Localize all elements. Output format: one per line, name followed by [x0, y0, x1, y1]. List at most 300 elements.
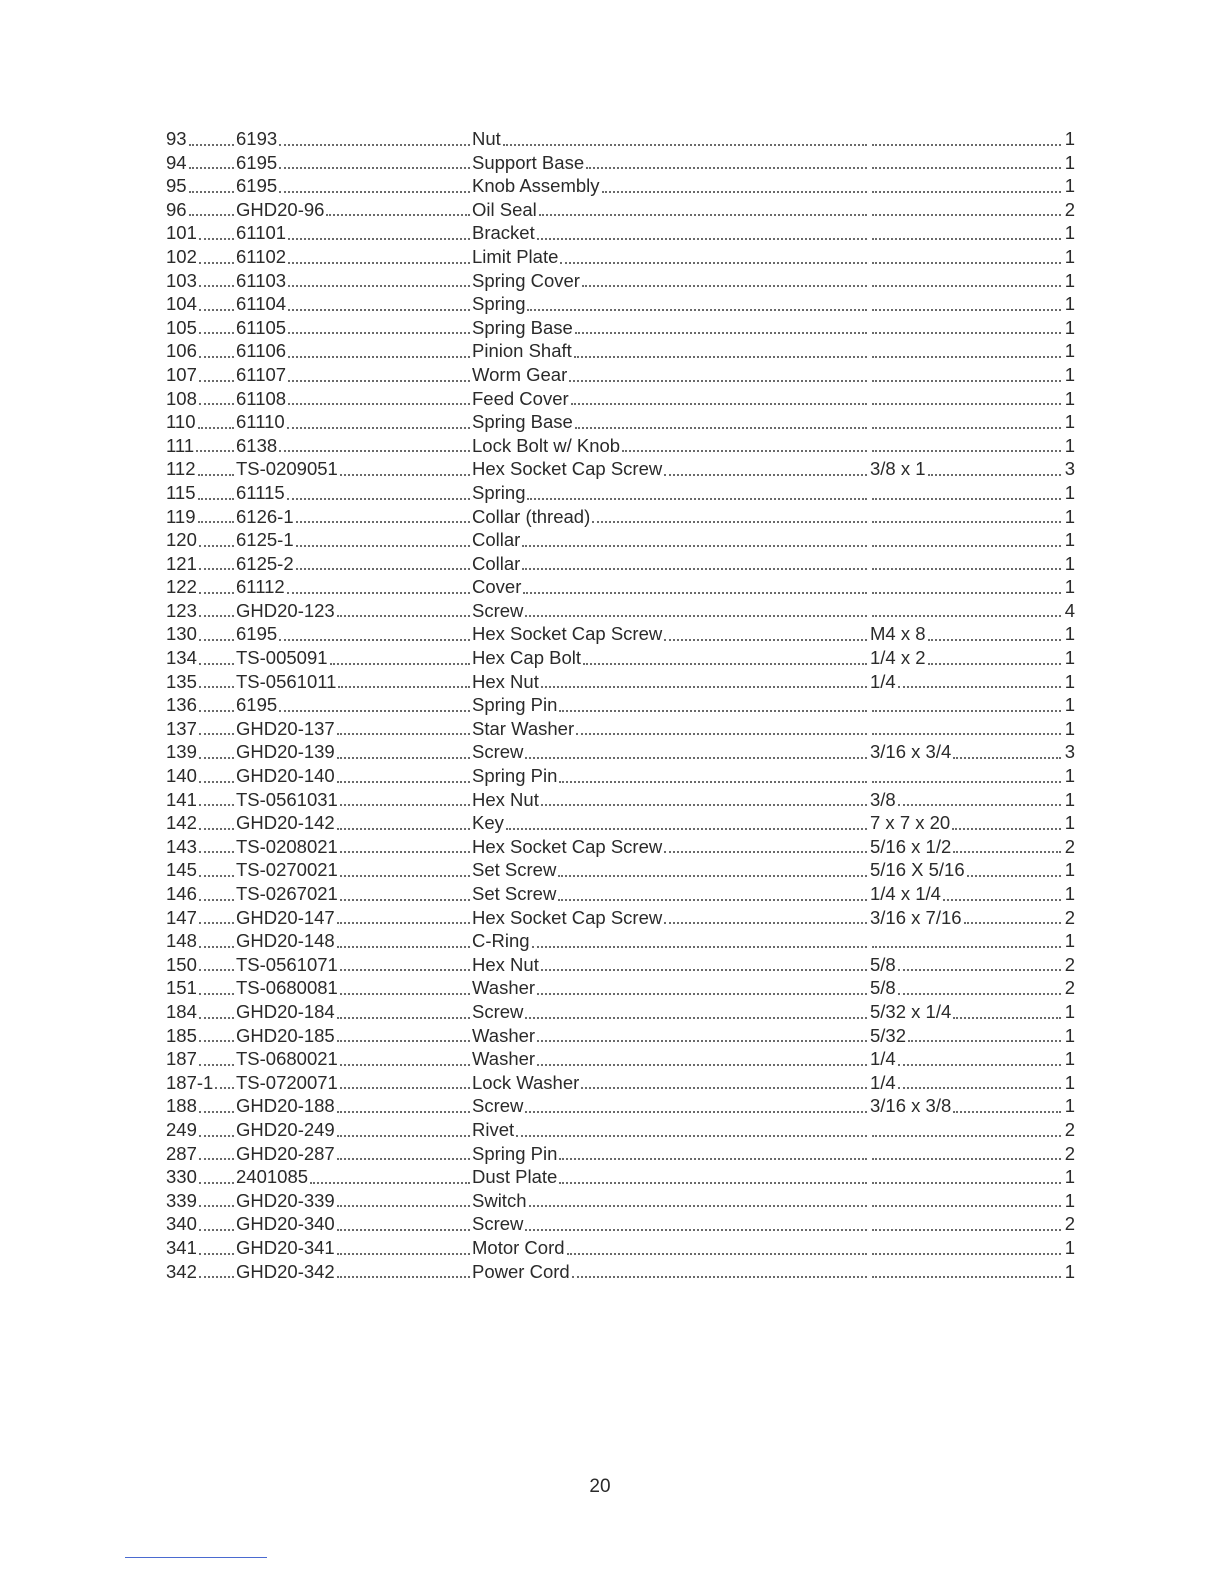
description-cell [472, 269, 869, 293]
quantity: 1 [1064, 1000, 1075, 1022]
part-number: TS-005091 [236, 647, 328, 669]
leader-dots [582, 285, 867, 287]
part-cell [236, 717, 472, 741]
leader-dots [199, 757, 234, 759]
size-cell [870, 316, 1063, 340]
leader-dots [198, 521, 235, 523]
leader-dots [872, 710, 1061, 712]
description: Feed Cover [472, 387, 569, 409]
qty-cell [1063, 1260, 1075, 1284]
quantity: 2 [1064, 1142, 1075, 1164]
qty-cell [1063, 552, 1075, 576]
quantity: 1 [1064, 859, 1075, 881]
description: Hex Socket Cap Screw [472, 835, 663, 857]
ref-cell [166, 552, 236, 576]
leader-dots [199, 969, 234, 971]
description-cell [472, 811, 869, 835]
ref-cell [166, 363, 236, 387]
part-cell [236, 151, 472, 175]
quantity: 1 [1064, 293, 1075, 315]
leader-dots [522, 545, 867, 547]
leader-dots [872, 1276, 1061, 1278]
size: 3/8 x 1 [870, 458, 926, 480]
ref-cell [166, 599, 236, 623]
description-cell [472, 976, 869, 1000]
leader-dots [340, 969, 470, 971]
leader-dots [532, 946, 867, 948]
qty-cell [1063, 811, 1075, 835]
leader-dots [872, 592, 1061, 594]
leader-dots [537, 238, 867, 240]
ref-cell [166, 434, 236, 458]
leader-dots [199, 1135, 234, 1137]
ref-cell [166, 858, 236, 882]
qty-cell [1063, 646, 1075, 670]
ref-cell [166, 788, 236, 812]
size-cell [870, 811, 1063, 835]
leader-dots [198, 498, 235, 500]
ref-cell [166, 740, 236, 764]
leader-dots [326, 214, 470, 216]
description-cell [472, 387, 869, 411]
quantity: 1 [1064, 670, 1075, 692]
qty-cell [1063, 481, 1075, 505]
leader-dots [583, 663, 867, 665]
ref-number: 142 [166, 812, 197, 834]
part-number: 61103 [236, 269, 287, 291]
parts-list-row [166, 1000, 1073, 1024]
ref-cell [166, 1260, 236, 1284]
quantity: 1 [1064, 128, 1075, 149]
description: Collar [472, 552, 521, 574]
leader-dots [310, 1182, 470, 1184]
part-cell [236, 552, 472, 576]
quantity: 1 [1064, 552, 1075, 574]
leader-dots [199, 262, 234, 264]
part-number: 6195 [236, 694, 278, 716]
leader-dots [522, 568, 867, 570]
qty-cell [1063, 622, 1075, 646]
leader-dots [337, 1111, 470, 1113]
quantity: 2 [1064, 977, 1075, 999]
part-number: 6193 [236, 128, 278, 149]
ref-cell [166, 481, 236, 505]
parts-list-row [166, 1260, 1073, 1284]
leader-dots [199, 1040, 234, 1042]
description-cell [472, 1047, 869, 1071]
parts-list-row [166, 788, 1073, 812]
part-number: GHD20-342 [236, 1260, 335, 1282]
quantity: 1 [1064, 505, 1075, 527]
leader-dots [559, 781, 867, 783]
size: 1/4 [870, 670, 896, 692]
description: Set Screw [472, 883, 557, 904]
ref-cell [166, 269, 236, 293]
leader-dots [199, 1253, 234, 1255]
ref-cell [166, 906, 236, 930]
leader-dots [199, 1276, 234, 1278]
description: Knob Assembly [472, 175, 600, 197]
parts-list-row [166, 1189, 1073, 1213]
parts-list-row [166, 410, 1073, 434]
ref-number: 119 [166, 505, 196, 527]
leader-dots [898, 993, 1061, 995]
leader-dots [199, 710, 234, 712]
leader-dots [199, 1064, 234, 1066]
size: 3/16 x 7/16 [870, 906, 962, 928]
part-cell [236, 457, 472, 481]
quantity: 1 [1064, 1166, 1075, 1188]
qty-cell [1063, 1094, 1075, 1118]
ref-number: 139 [166, 741, 197, 763]
leader-dots [872, 450, 1061, 452]
qty-cell [1063, 127, 1075, 151]
ref-number: 145 [166, 859, 197, 881]
size-cell [870, 1236, 1063, 1260]
leader-dots [199, 781, 234, 783]
leader-dots [541, 804, 867, 806]
description: Hex Cap Bolt [472, 647, 581, 669]
leader-dots [872, 214, 1061, 216]
part-number: 6195 [236, 151, 278, 173]
part-cell [236, 906, 472, 930]
description-cell [472, 1094, 869, 1118]
leader-dots [296, 545, 470, 547]
ref-number: 103 [166, 269, 197, 291]
part-number: GHD20-341 [236, 1236, 335, 1258]
parts-list-row [166, 363, 1073, 387]
parts-list-row [166, 953, 1073, 977]
size-cell [870, 1118, 1063, 1142]
leader-dots [560, 262, 867, 264]
ref-number: 187-1 [166, 1071, 214, 1093]
part-number: GHD20-188 [236, 1095, 335, 1117]
part-number: TS-0561071 [236, 953, 338, 975]
parts-list-row [166, 811, 1073, 835]
ref-number: 150 [166, 953, 197, 975]
size-cell [870, 1094, 1063, 1118]
ref-number: 95 [166, 175, 187, 197]
leader-dots [953, 851, 1061, 853]
description: Power Cord [472, 1260, 570, 1282]
leader-dots [872, 1135, 1061, 1137]
leader-dots [337, 1040, 470, 1042]
part-number: GHD20-148 [236, 930, 335, 952]
leader-dots [199, 1229, 234, 1231]
parts-list-row [166, 693, 1073, 717]
description-cell [472, 481, 869, 505]
quantity: 1 [1064, 765, 1075, 787]
leader-dots [872, 380, 1061, 382]
part-cell [236, 670, 472, 694]
parts-list [166, 127, 1073, 1283]
description-cell [472, 953, 869, 977]
size-cell [870, 528, 1063, 552]
quantity: 1 [1064, 222, 1075, 244]
quantity: 1 [1064, 411, 1075, 433]
part-number: GHD20-339 [236, 1189, 335, 1211]
ref-number: 105 [166, 316, 197, 338]
part-number: GHD20-140 [236, 765, 335, 787]
leader-dots [199, 639, 234, 641]
description-cell [472, 221, 869, 245]
part-cell [236, 339, 472, 363]
ref-cell [166, 1024, 236, 1048]
size: 5/32 x 1/4 [870, 1000, 952, 1022]
size-cell [870, 1212, 1063, 1236]
ref-cell [166, 717, 236, 741]
quantity: 1 [1064, 576, 1075, 598]
leader-dots [199, 545, 234, 547]
ref-cell [166, 1165, 236, 1189]
ref-number: 185 [166, 1024, 197, 1046]
part-cell [236, 1165, 472, 1189]
leader-dots [872, 545, 1061, 547]
part-cell [236, 976, 472, 1000]
leader-dots [337, 781, 470, 783]
ref-number: 151 [166, 977, 197, 999]
parts-list-row [166, 434, 1073, 458]
description-cell [472, 1071, 869, 1095]
page-number: 20 [589, 1476, 611, 1497]
qty-cell [1063, 457, 1075, 481]
qty-cell [1063, 670, 1075, 694]
description: Screw [472, 1000, 524, 1022]
description-cell [472, 505, 869, 529]
leader-dots [199, 1205, 234, 1207]
description: Rivet [472, 1118, 515, 1140]
qty-cell [1063, 151, 1075, 175]
description: Hex Nut [472, 953, 539, 975]
qty-cell [1063, 387, 1075, 411]
description: Screw [472, 599, 524, 621]
leader-dots [567, 1253, 867, 1255]
description-cell [472, 788, 869, 812]
qty-cell [1063, 1189, 1075, 1213]
leader-dots [198, 427, 235, 429]
description: Screw [472, 1095, 524, 1117]
parts-list-row [166, 457, 1073, 481]
ref-cell [166, 127, 236, 151]
ref-number: 101 [166, 222, 197, 244]
size-cell [870, 1000, 1063, 1024]
size-cell [870, 646, 1063, 670]
quantity: 1 [1064, 245, 1075, 267]
leader-dots [215, 1087, 234, 1089]
leader-dots [288, 356, 470, 358]
ref-cell [166, 339, 236, 363]
leader-dots [872, 309, 1061, 311]
description: Hex Nut [472, 670, 539, 692]
leader-dots [525, 615, 867, 617]
quantity: 1 [1064, 434, 1075, 456]
ref-cell [166, 835, 236, 859]
part-number: TS-0209051 [236, 458, 338, 480]
leader-dots [199, 568, 234, 570]
leader-dots [199, 875, 234, 877]
qty-cell [1063, 835, 1075, 859]
leader-dots [337, 1158, 470, 1160]
qty-cell [1063, 505, 1075, 529]
qty-cell [1063, 764, 1075, 788]
leader-dots [199, 993, 234, 995]
ref-number: 93 [166, 128, 187, 149]
part-number: 2401085 [236, 1166, 309, 1188]
ref-number: 340 [166, 1213, 197, 1235]
size-cell [870, 127, 1063, 151]
description-cell [472, 1189, 869, 1213]
description-cell [472, 245, 869, 269]
leader-dots [872, 1205, 1061, 1207]
ref-number: 187 [166, 1048, 197, 1070]
leader-dots [872, 262, 1061, 264]
description: Washer [472, 1024, 536, 1046]
ref-number: 147 [166, 906, 197, 928]
description-cell [472, 552, 869, 576]
description: Spring [472, 293, 526, 315]
description-cell [472, 1236, 869, 1260]
leader-dots [337, 1253, 470, 1255]
leader-dots [872, 332, 1061, 334]
leader-dots [574, 356, 867, 358]
leader-dots [340, 1064, 470, 1066]
leader-dots [898, 804, 1061, 806]
description: Spring Base [472, 316, 573, 338]
leader-dots [664, 639, 867, 641]
description: Dust Plate [472, 1166, 558, 1188]
ref-cell [166, 622, 236, 646]
description-cell [472, 764, 869, 788]
part-cell [236, 245, 472, 269]
quantity: 2 [1064, 953, 1075, 975]
part-cell [236, 575, 472, 599]
description: Lock Bolt w/ Knob [472, 434, 621, 456]
description-cell [472, 1260, 869, 1284]
ref-cell [166, 245, 236, 269]
ref-cell [166, 174, 236, 198]
quantity: 1 [1064, 529, 1075, 551]
quantity: 3 [1064, 458, 1075, 480]
leader-dots [199, 309, 234, 311]
part-cell [236, 1118, 472, 1142]
quantity: 2 [1064, 1118, 1075, 1140]
ref-cell [166, 953, 236, 977]
leader-dots [576, 733, 867, 735]
quantity: 1 [1064, 1095, 1075, 1117]
leader-dots [199, 238, 234, 240]
footnote-rule [125, 1557, 267, 1558]
ref-number: 110 [166, 411, 196, 433]
parts-list-row [166, 151, 1073, 175]
leader-dots [337, 615, 470, 617]
part-cell [236, 434, 472, 458]
part-cell [236, 1212, 472, 1236]
part-number: 61106 [236, 340, 287, 362]
qty-cell [1063, 740, 1075, 764]
leader-dots [503, 144, 867, 146]
qty-cell [1063, 363, 1075, 387]
part-cell [236, 528, 472, 552]
description-cell [472, 929, 869, 953]
parts-list-row [166, 575, 1073, 599]
description: Key [472, 812, 504, 834]
ref-cell [166, 670, 236, 694]
leader-dots [872, 403, 1061, 405]
description-cell [472, 1118, 869, 1142]
parts-list-row [166, 505, 1073, 529]
ref-number: 137 [166, 717, 197, 739]
part-cell [236, 646, 472, 670]
description-cell [472, 174, 869, 198]
description-cell [472, 670, 869, 694]
ref-number: 135 [166, 670, 197, 692]
leader-dots [537, 1040, 867, 1042]
size-cell [870, 198, 1063, 222]
part-cell [236, 740, 472, 764]
size-cell [870, 906, 1063, 930]
leader-dots [199, 804, 234, 806]
part-number: 6138 [236, 434, 278, 456]
parts-list-row [166, 858, 1073, 882]
qty-cell [1063, 528, 1075, 552]
qty-cell [1063, 410, 1075, 434]
leader-dots [872, 733, 1061, 735]
qty-cell [1063, 858, 1075, 882]
leader-dots [908, 1040, 1061, 1042]
leader-dots [898, 969, 1061, 971]
ref-cell [166, 1071, 236, 1095]
leader-dots [279, 191, 470, 193]
part-number: 61102 [236, 245, 287, 267]
part-cell [236, 953, 472, 977]
quantity: 1 [1064, 316, 1075, 338]
size: 7 x 7 x 20 [870, 812, 951, 834]
leader-dots [337, 1276, 470, 1278]
leader-dots [199, 356, 234, 358]
leader-dots [928, 663, 1061, 665]
ref-cell [166, 882, 236, 906]
part-cell [236, 481, 472, 505]
quantity: 1 [1064, 1024, 1075, 1046]
parts-list-row [166, 1165, 1073, 1189]
part-cell [236, 599, 472, 623]
parts-list-row [166, 740, 1073, 764]
description-cell [472, 858, 869, 882]
leader-dots [199, 1017, 234, 1019]
leader-dots [337, 922, 470, 924]
qty-cell [1063, 1236, 1075, 1260]
part-cell [236, 929, 472, 953]
quantity: 2 [1064, 906, 1075, 928]
part-cell [236, 811, 472, 835]
leader-dots [288, 262, 470, 264]
leader-dots [527, 309, 867, 311]
part-number: 61105 [236, 316, 287, 338]
leader-dots [664, 474, 867, 476]
part-cell [236, 269, 472, 293]
description-cell [472, 882, 869, 906]
quantity: 1 [1064, 788, 1075, 810]
description: Cover [472, 576, 522, 598]
size-cell [870, 363, 1063, 387]
ref-number: 140 [166, 765, 197, 787]
leader-dots [189, 167, 234, 169]
parts-list-row [166, 906, 1073, 930]
leader-dots [287, 592, 470, 594]
size-cell [870, 505, 1063, 529]
leader-dots [337, 828, 470, 830]
size-cell [870, 976, 1063, 1000]
